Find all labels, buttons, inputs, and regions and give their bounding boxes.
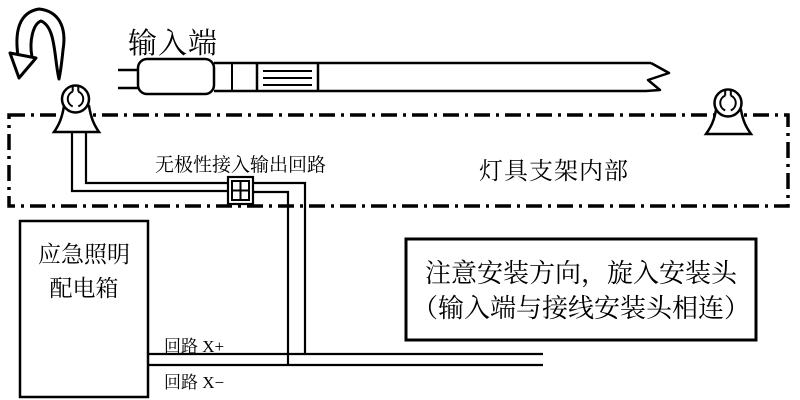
bracket-interior-border xyxy=(9,115,788,206)
lamp-tube xyxy=(118,59,669,94)
lamp-holder-left-icon xyxy=(54,86,99,133)
circuit-x-minus-label: 回路 X− xyxy=(164,373,225,392)
wire-connector-to-circuit-plus xyxy=(253,183,305,354)
connector-block-icon xyxy=(228,177,253,204)
lamp-holder-right-icon xyxy=(706,90,751,135)
installation-note-line1: 注意安装方向，旋入安装头 xyxy=(424,258,737,288)
distribution-box-label-line1: 应急照明 xyxy=(38,242,130,267)
distribution-box-label-line2: 配电箱 xyxy=(49,276,119,301)
lamp-holder-right-ring xyxy=(715,90,742,117)
distribution-box-label xyxy=(20,224,148,306)
tube-break-icon xyxy=(646,63,669,91)
tube-end-cap xyxy=(138,59,214,94)
installation-note-line2: （输入端与接线安装头相连） xyxy=(411,293,750,323)
input-end-label: 输入端 xyxy=(128,28,219,60)
lamp-holder-left-ring xyxy=(62,86,89,113)
wire-connector-to-circuit-minus xyxy=(253,192,288,365)
rotation-arrow-head xyxy=(10,53,36,78)
bracket-interior-label: 灯具支架内部 xyxy=(479,159,629,185)
installation-note xyxy=(406,241,756,340)
circuit-x-plus-label: 回路 X+ xyxy=(164,337,225,356)
output-loop-label: 无极性接入输出回路 xyxy=(155,155,327,176)
rotation-arrow-icon xyxy=(10,9,64,79)
